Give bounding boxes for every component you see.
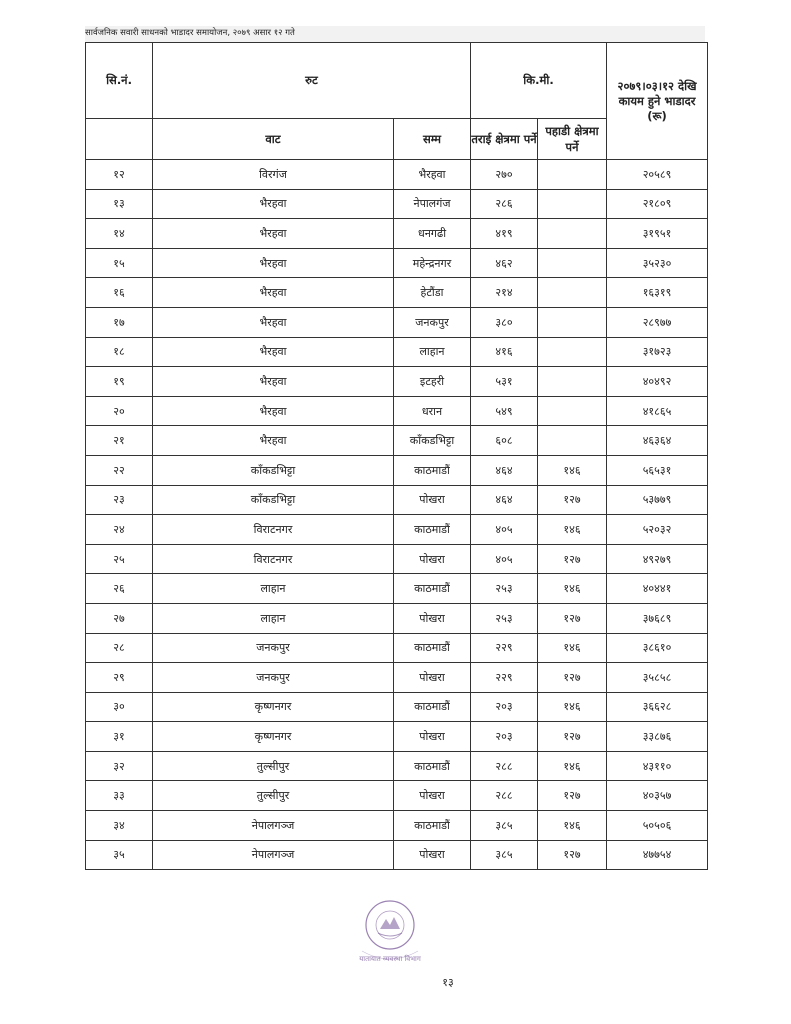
cell-hilly: १४६ <box>538 455 607 485</box>
col-terai-header: तराई क्षेत्रमा पर्ने <box>471 119 538 160</box>
cell-hilly: १२७ <box>538 544 607 574</box>
cell-hilly: १२७ <box>538 485 607 515</box>
cell-terai: ४०५ <box>471 515 538 545</box>
cell-from: विराटनगर <box>153 544 394 574</box>
table-row <box>86 663 708 693</box>
cell-hilly: १२७ <box>538 603 607 633</box>
cell-fare: ४७७५४ <box>607 840 708 870</box>
cell-fare: ४३११० <box>607 751 708 781</box>
cell-sn: २७ <box>86 603 153 633</box>
table-row <box>86 160 708 190</box>
cell-fare: ३३८७६ <box>607 722 708 752</box>
table-row <box>86 278 708 308</box>
cell-to: इटहरी <box>394 367 471 397</box>
table-row <box>86 396 708 426</box>
cell-to: पोखरा <box>394 663 471 693</box>
cell-fare: ५०५०६ <box>607 811 708 841</box>
cell-from: काँकडभिट्टा <box>153 485 394 515</box>
cell-sn: ३३ <box>86 781 153 811</box>
cell-from: काँकडभिट्टा <box>153 455 394 485</box>
cell-hilly: १२७ <box>538 722 607 752</box>
cell-hilly: १२७ <box>538 840 607 870</box>
cell-fare: ४०४४१ <box>607 574 708 604</box>
table-row <box>86 485 708 515</box>
cell-fare: २८९७७ <box>607 307 708 337</box>
cell-sn: ३४ <box>86 811 153 841</box>
cell-sn: ३१ <box>86 722 153 752</box>
cell-to: काँकडभिट्टा <box>394 426 471 456</box>
table-row <box>86 307 708 337</box>
cell-sn: १७ <box>86 307 153 337</box>
cell-from: विराटनगर <box>153 515 394 545</box>
cell-hilly: १२७ <box>538 781 607 811</box>
cell-fare: ३१९५१ <box>607 219 708 249</box>
cell-to: पोखरा <box>394 485 471 515</box>
cell-hilly <box>538 426 607 456</box>
cell-sn: १४ <box>86 219 153 249</box>
cell-terai: ४६४ <box>471 485 538 515</box>
cell-sn: २८ <box>86 633 153 663</box>
page-number: १३ <box>442 976 454 989</box>
cell-to: पोखरा <box>394 840 471 870</box>
table-row <box>86 781 708 811</box>
cell-hilly: १२७ <box>538 663 607 693</box>
cell-fare: ४९२७९ <box>607 544 708 574</box>
table-row <box>86 840 708 870</box>
cell-sn: १३ <box>86 189 153 219</box>
fare-table <box>85 42 708 870</box>
cell-to: काठमाडौं <box>394 633 471 663</box>
cell-from: भैरहवा <box>153 337 394 367</box>
cell-sn: २४ <box>86 515 153 545</box>
cell-sn: १५ <box>86 248 153 278</box>
cell-hilly: १४६ <box>538 515 607 545</box>
col-fare-header <box>607 43 708 160</box>
cell-terai: ४१९ <box>471 219 538 249</box>
cell-hilly <box>538 337 607 367</box>
col-from-header: वाट <box>153 119 394 160</box>
cell-to: पोखरा <box>394 722 471 752</box>
cell-terai: ३८५ <box>471 840 538 870</box>
cell-to: पोखरा <box>394 781 471 811</box>
cell-terai: २५३ <box>471 574 538 604</box>
cell-hilly: १४६ <box>538 633 607 663</box>
cell-terai: २०३ <box>471 692 538 722</box>
cell-to: हेटौंडा <box>394 278 471 308</box>
cell-fare: ५६५३१ <box>607 455 708 485</box>
cell-from: भैरहवा <box>153 278 394 308</box>
cell-fare: १६३१९ <box>607 278 708 308</box>
cell-fare: ३५८५८ <box>607 663 708 693</box>
cell-terai: ३८५ <box>471 811 538 841</box>
cell-hilly: १४६ <box>538 692 607 722</box>
table-row <box>86 603 708 633</box>
table-row <box>86 751 708 781</box>
cell-sn: २६ <box>86 574 153 604</box>
col-fare-header-text: २०७९।०३।१२ देखि कायम हुने भाडादर (रू) <box>617 78 697 123</box>
cell-to: लाहान <box>394 337 471 367</box>
cell-terai: २७० <box>471 160 538 190</box>
cell-to: जनकपुर <box>394 307 471 337</box>
cell-fare: ३८६१० <box>607 633 708 663</box>
cell-from: नेपालगञ्ज <box>153 840 394 870</box>
cell-sn: ३२ <box>86 751 153 781</box>
cell-fare: ३५२३० <box>607 248 708 278</box>
table-row <box>86 337 708 367</box>
cell-terai: २५३ <box>471 603 538 633</box>
cell-to: धरान <box>394 396 471 426</box>
cell-hilly <box>538 278 607 308</box>
cell-to: धनगढी <box>394 219 471 249</box>
table-row <box>86 692 708 722</box>
col-to-header: सम्म <box>394 119 471 160</box>
cell-fare: ४६३६४ <box>607 426 708 456</box>
cell-terai: ६०८ <box>471 426 538 456</box>
cell-to: भैरहवा <box>394 160 471 190</box>
cell-terai: २०३ <box>471 722 538 752</box>
table-row <box>86 426 708 456</box>
cell-to: काठमाडौं <box>394 751 471 781</box>
cell-sn: ३० <box>86 692 153 722</box>
cell-terai: ४६२ <box>471 248 538 278</box>
cell-from: भैरहवा <box>153 396 394 426</box>
col-km-header: कि.मी. <box>471 43 607 119</box>
cell-from: लाहान <box>153 574 394 604</box>
col-route-header: रुट <box>153 43 471 119</box>
cell-hilly <box>538 367 607 397</box>
table-row <box>86 633 708 663</box>
cell-sn: ३५ <box>86 840 153 870</box>
cell-hilly <box>538 396 607 426</box>
table-row <box>86 811 708 841</box>
cell-from: जनकपुर <box>153 633 394 663</box>
cell-terai: ३८० <box>471 307 538 337</box>
cell-fare: ३७६८९ <box>607 603 708 633</box>
cell-terai: ४१६ <box>471 337 538 367</box>
cell-from: भैरहवा <box>153 189 394 219</box>
cell-from: भैरहवा <box>153 367 394 397</box>
cell-sn: १९ <box>86 367 153 397</box>
document-header: सार्वजनिक सवारी साधनको भाडादर समायोजन, २०७९ असार १२ गते <box>85 26 705 43</box>
cell-fare: २०५८९ <box>607 160 708 190</box>
cell-to: काठमाडौं <box>394 811 471 841</box>
cell-sn: २५ <box>86 544 153 574</box>
table-row <box>86 189 708 219</box>
cell-to: महेन्द्रनगर <box>394 248 471 278</box>
cell-from: भैरहवा <box>153 426 394 456</box>
cell-hilly <box>538 189 607 219</box>
cell-hilly <box>538 307 607 337</box>
cell-from: तुल्सीपुर <box>153 751 394 781</box>
cell-sn: २२ <box>86 455 153 485</box>
cell-from: भैरहवा <box>153 219 394 249</box>
cell-fare: २१८०९ <box>607 189 708 219</box>
table-row <box>86 455 708 485</box>
cell-terai: २१४ <box>471 278 538 308</box>
cell-sn: १६ <box>86 278 153 308</box>
cell-from: लाहान <box>153 603 394 633</box>
cell-terai: ४०५ <box>471 544 538 574</box>
cell-fare: ३६६२८ <box>607 692 708 722</box>
cell-from: भैरहवा <box>153 248 394 278</box>
cell-to: काठमाडौं <box>394 455 471 485</box>
cell-to: काठमाडौं <box>394 515 471 545</box>
cell-to: नेपालगंज <box>394 189 471 219</box>
cell-hilly <box>538 160 607 190</box>
table-row <box>86 248 708 278</box>
cell-sn: २१ <box>86 426 153 456</box>
cell-to: पोखरा <box>394 544 471 574</box>
cell-to: पोखरा <box>394 603 471 633</box>
cell-from: कृष्णनगर <box>153 722 394 752</box>
cell-fare: ४१८६५ <box>607 396 708 426</box>
cell-sn: २३ <box>86 485 153 515</box>
table-row <box>86 544 708 574</box>
col-hilly-header: पहाडी क्षेत्रमा पर्ने <box>538 119 607 160</box>
cell-hilly: १४६ <box>538 574 607 604</box>
cell-fare: ३१७२३ <box>607 337 708 367</box>
table-row <box>86 515 708 545</box>
cell-sn: २० <box>86 396 153 426</box>
cell-terai: २८८ <box>471 781 538 811</box>
cell-sn: १२ <box>86 160 153 190</box>
cell-hilly <box>538 219 607 249</box>
cell-terai: ५४९ <box>471 396 538 426</box>
cell-terai: ४६४ <box>471 455 538 485</box>
cell-to: काठमाडौं <box>394 692 471 722</box>
cell-fare: ५३७७९ <box>607 485 708 515</box>
table-row <box>86 722 708 752</box>
cell-terai: २८८ <box>471 751 538 781</box>
cell-terai: २८६ <box>471 189 538 219</box>
table-row <box>86 219 708 249</box>
cell-fare: ४०४९२ <box>607 367 708 397</box>
cell-terai: २२९ <box>471 663 538 693</box>
cell-sn: २९ <box>86 663 153 693</box>
col-sn-subheader-empty <box>86 119 153 160</box>
cell-fare: ४०३५७ <box>607 781 708 811</box>
cell-sn: १८ <box>86 337 153 367</box>
table-row <box>86 367 708 397</box>
cell-hilly <box>538 248 607 278</box>
cell-hilly: १४६ <box>538 751 607 781</box>
cell-from: तुल्सीपुर <box>153 781 394 811</box>
official-seal-stamp <box>348 895 432 971</box>
cell-from: भैरहवा <box>153 307 394 337</box>
cell-fare: ५२०३२ <box>607 515 708 545</box>
cell-to: काठमाडौं <box>394 574 471 604</box>
cell-hilly: १४६ <box>538 811 607 841</box>
col-sn-header: सि.नं. <box>86 43 153 119</box>
cell-from: जनकपुर <box>153 663 394 693</box>
table-row <box>86 574 708 604</box>
cell-from: विरगंज <box>153 160 394 190</box>
cell-from: नेपालगञ्ज <box>153 811 394 841</box>
stamp-text: यातायात व्यवस्था विभाग <box>359 955 421 963</box>
cell-terai: ५३१ <box>471 367 538 397</box>
cell-terai: २२९ <box>471 633 538 663</box>
fare-table-body <box>86 160 708 870</box>
cell-from: कृष्णनगर <box>153 692 394 722</box>
